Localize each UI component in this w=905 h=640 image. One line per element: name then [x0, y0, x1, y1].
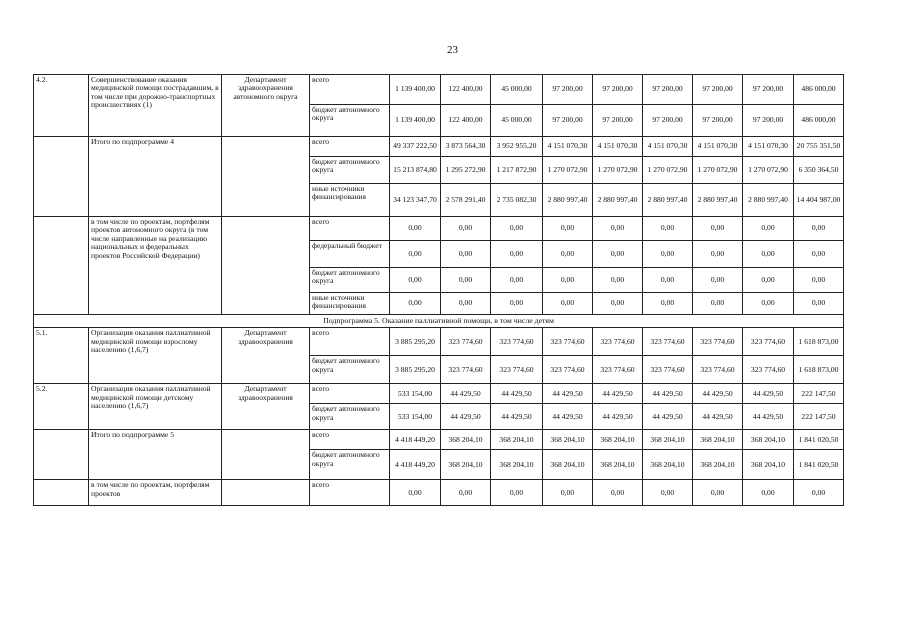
amount-cell: 0,00 [491, 268, 543, 293]
row-number [34, 480, 89, 506]
funding-source: всего [310, 75, 390, 105]
amount-cell: 44 429,50 [543, 384, 593, 404]
responsible-dept: Департамент здравоохранения [222, 384, 310, 430]
amount-cell: 97 200,00 [593, 105, 643, 137]
amount-cell: 0,00 [643, 217, 693, 241]
amount-cell: 0,00 [693, 241, 743, 268]
amount-cell: 486 000,00 [794, 105, 844, 137]
amount-cell: 1 270 072,90 [643, 157, 693, 184]
amount-cell: 1 841 020,50 [794, 450, 844, 480]
amount-cell: 0,00 [543, 480, 593, 506]
row-number: 5.2. [34, 384, 89, 430]
amount-cell: 34 123 347,70 [390, 184, 441, 217]
amount-cell: 368 204,10 [543, 430, 593, 450]
amount-cell: 323 774,60 [491, 328, 543, 356]
amount-cell: 97 200,00 [543, 105, 593, 137]
amount-cell: 222 147,50 [794, 384, 844, 404]
amount-cell: 0,00 [794, 217, 844, 241]
funding-source: иные источники финансирования [310, 293, 390, 315]
amount-cell: 0,00 [794, 268, 844, 293]
row-number: 5.1. [34, 328, 89, 384]
amount-cell: 0,00 [794, 241, 844, 268]
amount-cell: 4 418 449,20 [390, 450, 441, 480]
amount-cell: 4 151 070,30 [693, 137, 743, 157]
amount-cell: 0,00 [441, 268, 491, 293]
amount-cell: 0,00 [390, 217, 441, 241]
amount-cell: 97 200,00 [743, 105, 794, 137]
amount-cell: 0,00 [743, 217, 794, 241]
funding-source: всего [310, 430, 390, 450]
amount-cell: 44 429,50 [693, 384, 743, 404]
row-number [34, 430, 89, 480]
amount-cell: 323 774,60 [491, 356, 543, 384]
amount-cell: 323 774,60 [441, 356, 491, 384]
amount-cell: 3 873 564,30 [441, 137, 491, 157]
amount-cell: 323 774,60 [593, 356, 643, 384]
amount-cell: 368 204,10 [441, 430, 491, 450]
amount-cell: 4 151 070,30 [643, 137, 693, 157]
amount-cell: 97 200,00 [593, 75, 643, 105]
amount-cell: 0,00 [743, 293, 794, 315]
amount-cell: 0,00 [543, 293, 593, 315]
table-row [34, 75, 844, 105]
amount-cell: 44 429,50 [593, 384, 643, 404]
row-number [34, 137, 89, 217]
funding-source: бюджет автономного округа [310, 450, 390, 480]
amount-cell: 0,00 [441, 217, 491, 241]
amount-cell: 368 204,10 [643, 450, 693, 480]
measure-name: Итого по подпрограмме 4 [89, 137, 222, 217]
amount-cell: 0,00 [593, 268, 643, 293]
funding-source: бюджет автономного округа [310, 157, 390, 184]
amount-cell: 3 885 295,20 [390, 356, 441, 384]
amount-cell: 97 200,00 [693, 105, 743, 137]
amount-cell: 2 880 997,40 [543, 184, 593, 217]
amount-cell: 97 200,00 [643, 105, 693, 137]
amount-cell: 323 774,60 [593, 328, 643, 356]
amount-cell: 1 270 072,90 [543, 157, 593, 184]
amount-cell: 0,00 [643, 241, 693, 268]
amount-cell: 2 735 082,30 [491, 184, 543, 217]
amount-cell: 4 418 449,20 [390, 430, 441, 450]
amount-cell: 1 270 072,90 [593, 157, 643, 184]
amount-cell: 323 774,60 [693, 356, 743, 384]
amount-cell: 0,00 [794, 293, 844, 315]
amount-cell: 45 000,00 [491, 105, 543, 137]
amount-cell: 0,00 [643, 293, 693, 315]
amount-cell: 0,00 [491, 293, 543, 315]
amount-cell: 3 952 955,20 [491, 137, 543, 157]
table-row [34, 328, 844, 356]
amount-cell: 368 204,10 [743, 430, 794, 450]
amount-cell: 4 151 070,30 [593, 137, 643, 157]
amount-cell: 323 774,60 [743, 356, 794, 384]
amount-cell: 0,00 [693, 268, 743, 293]
amount-cell: 14 404 987,00 [794, 184, 844, 217]
amount-cell: 533 154,00 [390, 404, 441, 430]
amount-cell: 0,00 [693, 217, 743, 241]
measure-name: в том числе по проектам, портфелям проектов [89, 480, 222, 506]
measure-name: Организация оказания паллиативной медицинской помощи детскому населению (1,6,7) [89, 384, 222, 430]
funding-source: всего [310, 328, 390, 356]
amount-cell: 4 151 070,30 [543, 137, 593, 157]
amount-cell: 15 213 874,80 [390, 157, 441, 184]
amount-cell: 97 200,00 [543, 75, 593, 105]
amount-cell: 368 204,10 [593, 450, 643, 480]
amount-cell: 0,00 [543, 241, 593, 268]
amount-cell: 1 295 272,90 [441, 157, 491, 184]
amount-cell: 45 000,00 [491, 75, 543, 105]
amount-cell: 20 755 351,50 [794, 137, 844, 157]
funding-source: всего [310, 480, 390, 506]
amount-cell: 0,00 [593, 217, 643, 241]
table-row [34, 480, 844, 506]
responsible-dept [222, 480, 310, 506]
amount-cell: 1 841 020,50 [794, 430, 844, 450]
amount-cell: 323 774,60 [441, 328, 491, 356]
amount-cell: 0,00 [390, 241, 441, 268]
amount-cell: 2 880 997,40 [743, 184, 794, 217]
measure-name: в том числе по проектам, портфелям проектов автономного округа (в том числе направленные на реализацию национальных и федеральных проектов Российской Федерации) [89, 217, 222, 315]
section-header: Подпрограмма 5. Оказание паллиативной помощи, в том числе детям [34, 315, 844, 328]
table-row [34, 384, 844, 404]
amount-cell: 44 429,50 [491, 384, 543, 404]
amount-cell: 122 400,00 [441, 75, 491, 105]
amount-cell: 97 200,00 [743, 75, 794, 105]
amount-cell: 1 139 400,00 [390, 75, 441, 105]
amount-cell: 2 880 997,40 [643, 184, 693, 217]
amount-cell: 44 429,50 [743, 384, 794, 404]
amount-cell: 0,00 [390, 293, 441, 315]
amount-cell: 0,00 [441, 293, 491, 315]
amount-cell: 122 400,00 [441, 105, 491, 137]
amount-cell: 0,00 [491, 480, 543, 506]
amount-cell: 0,00 [743, 241, 794, 268]
amount-cell: 0,00 [693, 480, 743, 506]
amount-cell: 0,00 [390, 480, 441, 506]
amount-cell: 0,00 [390, 268, 441, 293]
amount-cell: 44 429,50 [743, 404, 794, 430]
amount-cell: 0,00 [743, 480, 794, 506]
amount-cell: 2 880 997,40 [593, 184, 643, 217]
amount-cell: 44 429,50 [441, 404, 491, 430]
amount-cell: 44 429,50 [441, 384, 491, 404]
amount-cell: 368 204,10 [491, 430, 543, 450]
amount-cell: 0,00 [643, 268, 693, 293]
amount-cell: 44 429,50 [643, 404, 693, 430]
measure-name: Итого по подпрограмме 5 [89, 430, 222, 480]
funding-source: бюджет автономного округа [310, 356, 390, 384]
amount-cell: 2 880 997,40 [693, 184, 743, 217]
amount-cell: 368 204,10 [593, 430, 643, 450]
amount-cell: 1 139 400,00 [390, 105, 441, 137]
amount-cell: 0,00 [643, 480, 693, 506]
amount-cell: 0,00 [593, 241, 643, 268]
funding-source: иные источники финансирования [310, 184, 390, 217]
amount-cell: 323 774,60 [693, 328, 743, 356]
funding-source: всего [310, 217, 390, 241]
responsible-dept: Департамент здравоохранения автономного округа [222, 75, 310, 137]
amount-cell: 0,00 [693, 293, 743, 315]
amount-cell: 44 429,50 [543, 404, 593, 430]
amount-cell: 368 204,10 [693, 430, 743, 450]
row-number: 4.2. [34, 75, 89, 137]
responsible-dept [222, 217, 310, 315]
amount-cell: 323 774,60 [543, 356, 593, 384]
funding-source: бюджет автономного округа [310, 268, 390, 293]
table-row [34, 217, 844, 241]
amount-cell: 368 204,10 [743, 450, 794, 480]
responsible-dept: Департамент здравоохранения [222, 328, 310, 384]
funding-source: бюджет автономного округа [310, 105, 390, 137]
amount-cell: 0,00 [441, 480, 491, 506]
amount-cell: 44 429,50 [593, 404, 643, 430]
amount-cell: 0,00 [794, 480, 844, 506]
amount-cell: 49 337 222,50 [390, 137, 441, 157]
funding-source: бюджет автономного округа [310, 404, 390, 430]
section-row [34, 315, 844, 328]
amount-cell: 44 429,50 [643, 384, 693, 404]
amount-cell: 323 774,60 [543, 328, 593, 356]
measure-name: Совершенствование оказания медицинской помощи пострадавшим, в том числе при дорожно-транспортных происшествиях (1) [89, 75, 222, 137]
funding-source: всего [310, 137, 390, 157]
amount-cell: 368 204,10 [491, 450, 543, 480]
amount-cell: 1 270 072,90 [693, 157, 743, 184]
amount-cell: 368 204,10 [543, 450, 593, 480]
amount-cell: 0,00 [543, 268, 593, 293]
amount-cell: 486 000,00 [794, 75, 844, 105]
amount-cell: 368 204,10 [693, 450, 743, 480]
amount-cell: 323 774,60 [643, 328, 693, 356]
page-number: 23 [447, 44, 458, 56]
amount-cell: 44 429,50 [491, 404, 543, 430]
funding-source: всего [310, 384, 390, 404]
amount-cell: 222 147,50 [794, 404, 844, 430]
amount-cell: 2 578 291,40 [441, 184, 491, 217]
amount-cell: 1 618 873,00 [794, 328, 844, 356]
amount-cell: 1 270 072,90 [743, 157, 794, 184]
amount-cell: 368 204,10 [643, 430, 693, 450]
table-body [34, 75, 844, 506]
funding-source: федеральный бюджет [310, 241, 390, 268]
amount-cell: 3 885 295,20 [390, 328, 441, 356]
amount-cell: 0,00 [743, 268, 794, 293]
amount-cell: 368 204,10 [441, 450, 491, 480]
amount-cell: 0,00 [543, 217, 593, 241]
responsible-dept [222, 430, 310, 480]
amount-cell: 0,00 [491, 217, 543, 241]
amount-cell: 97 200,00 [693, 75, 743, 105]
measure-name: Организация оказания паллиативной медицинской помощи взрослому населению (1,6,7) [89, 328, 222, 384]
amount-cell: 0,00 [593, 293, 643, 315]
amount-cell: 0,00 [441, 241, 491, 268]
amount-cell: 1 618 873,00 [794, 356, 844, 384]
amount-cell: 533 154,00 [390, 384, 441, 404]
amount-cell: 0,00 [491, 241, 543, 268]
amount-cell: 4 151 070,30 [743, 137, 794, 157]
amount-cell: 1 217 872,90 [491, 157, 543, 184]
amount-cell: 0,00 [593, 480, 643, 506]
row-number [34, 217, 89, 315]
amount-cell: 44 429,50 [693, 404, 743, 430]
budget-table [33, 74, 844, 506]
amount-cell: 323 774,60 [643, 356, 693, 384]
table-row [34, 430, 844, 450]
amount-cell: 97 200,00 [643, 75, 693, 105]
amount-cell: 323 774,60 [743, 328, 794, 356]
responsible-dept [222, 137, 310, 217]
amount-cell: 6 350 364,50 [794, 157, 844, 184]
table-row [34, 137, 844, 157]
